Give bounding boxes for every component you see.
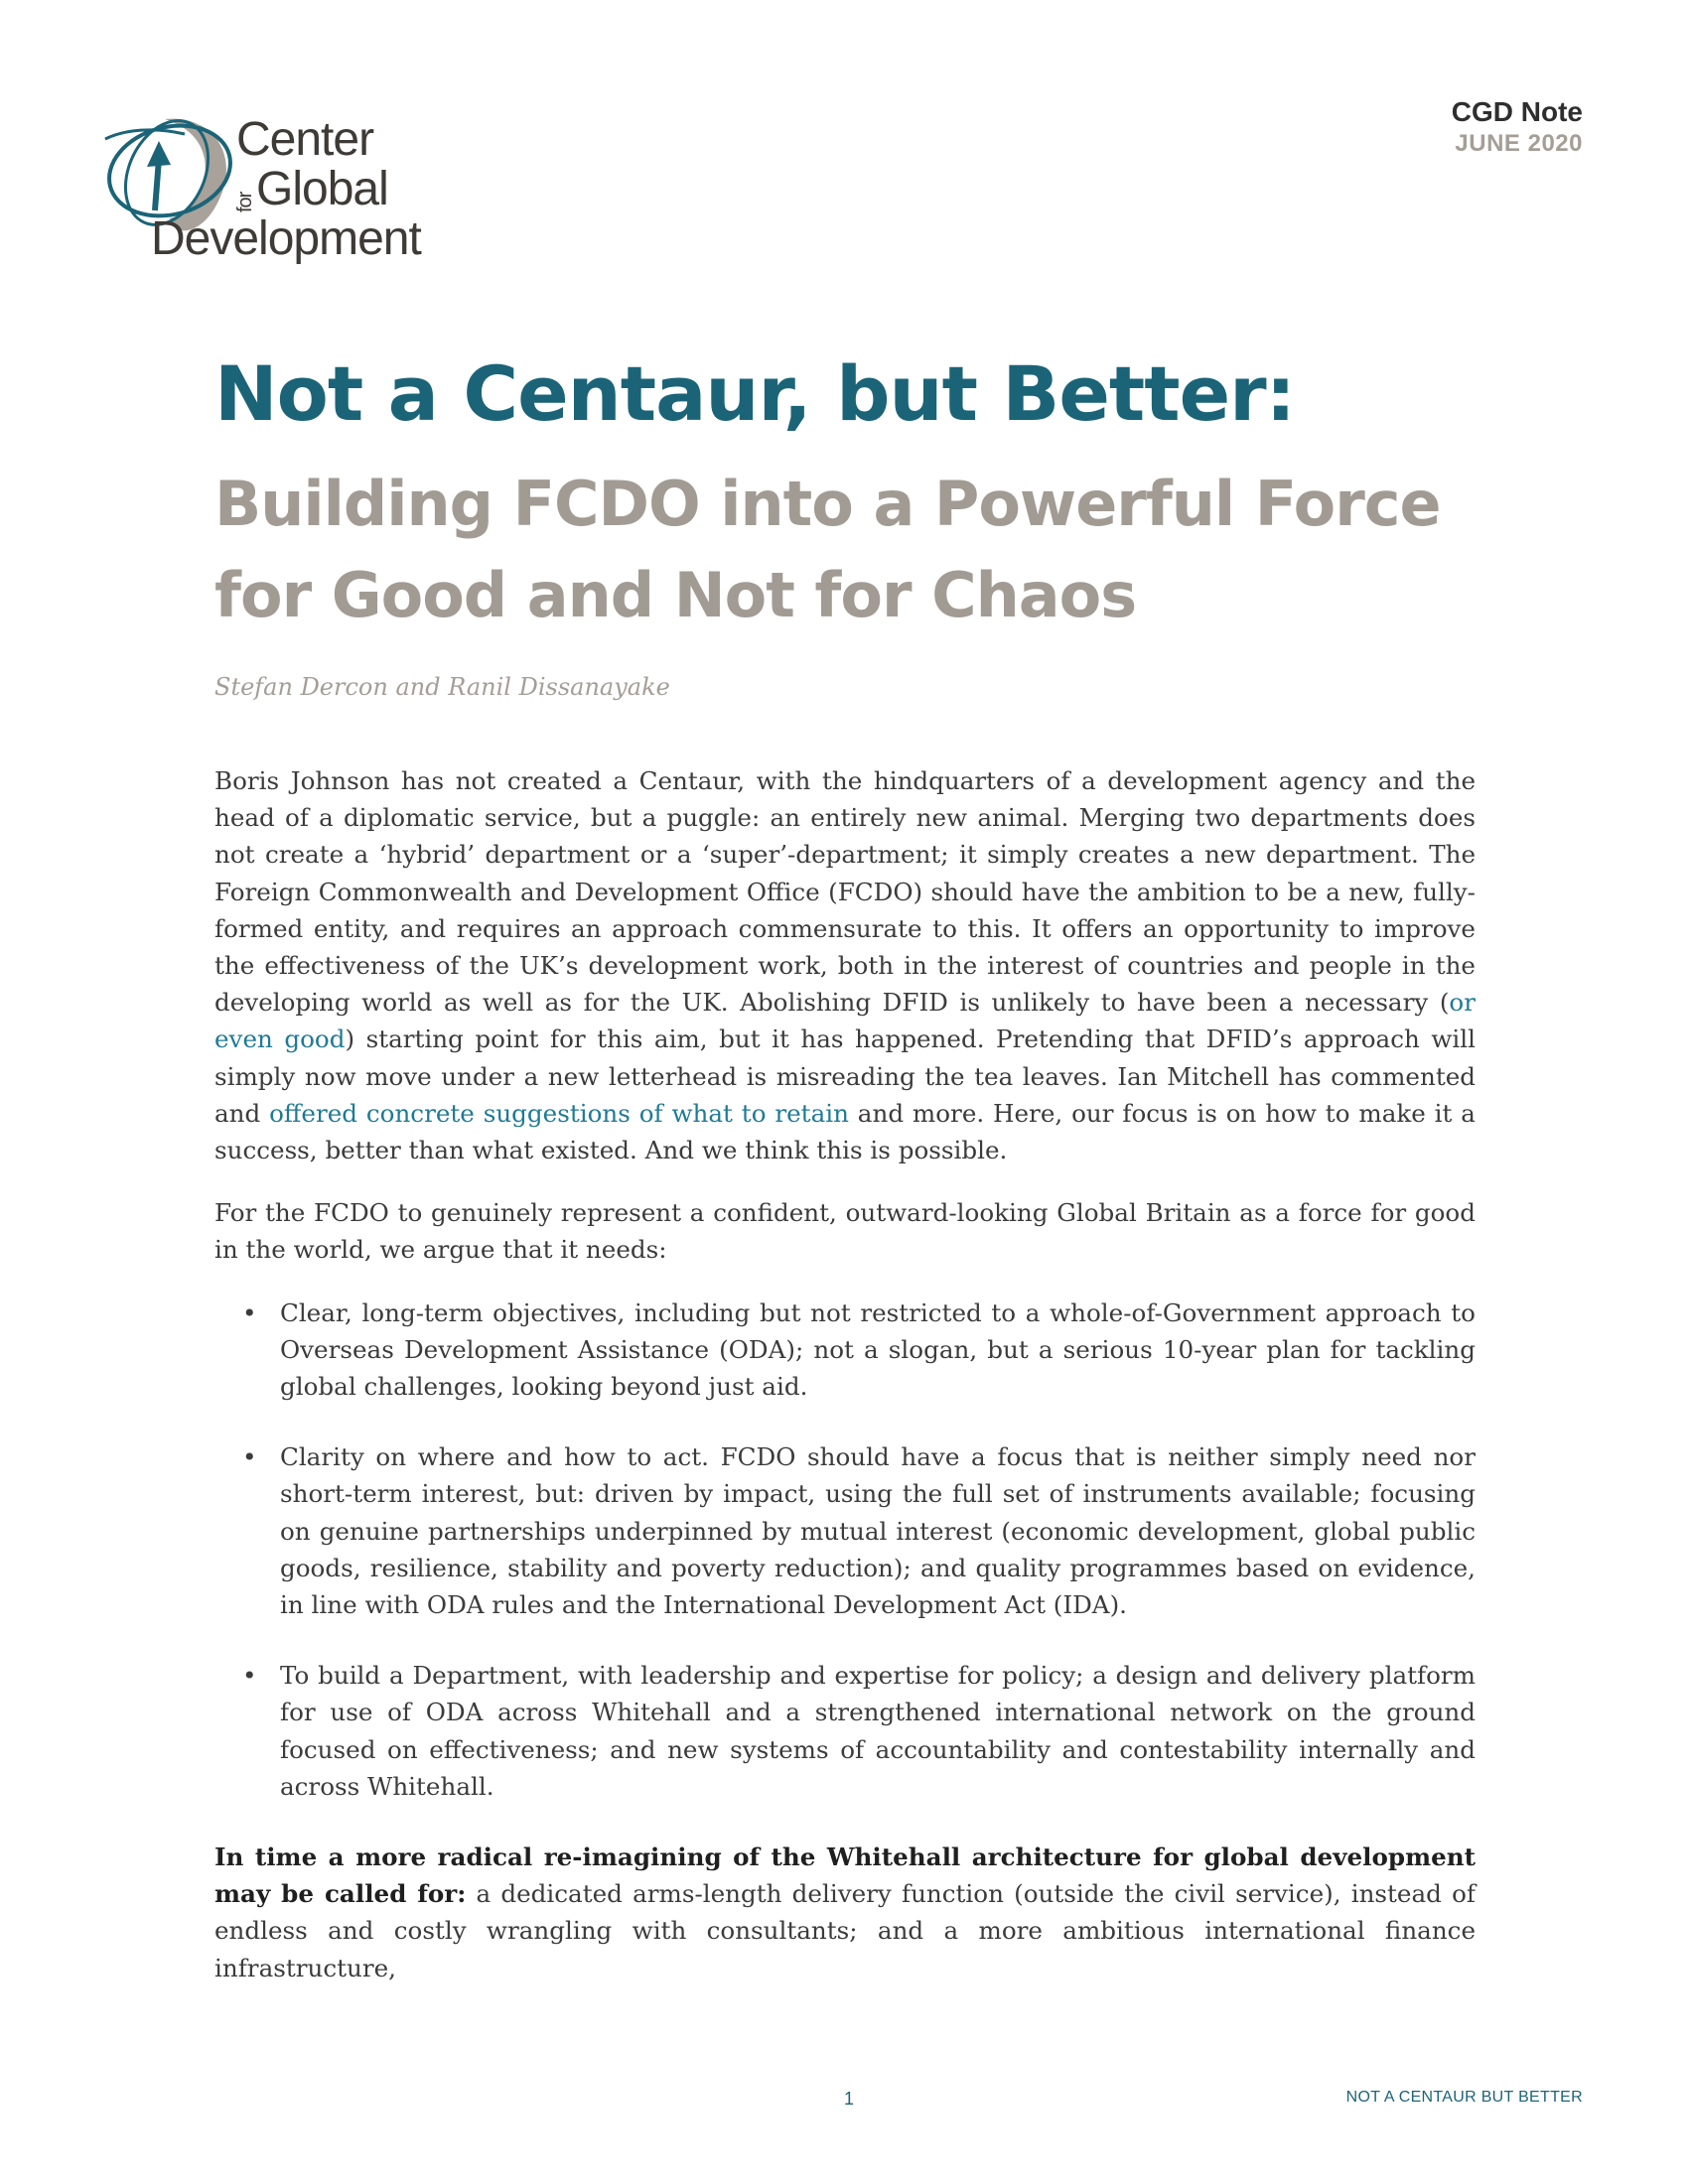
paragraph-intro (214, 762, 1476, 1168)
paragraph-text: Boris Johnson has not created a Centaur, with the hindquarters of a development agency and the head of a diplomatic service, but a puggle: an entirely new animal. Merging two departments does not create a ‘hybrid’ department or a ‘super’-department; it simply creates a new department. The Foreign Commonwealth and Development Office (FCDO) should have the ambition to be a new, fully-formed entity, and requires an approach commensurate to this. It offers an opportunity to improve the effectiveness of the UK’s development work, both in the interest of countries and people in the developing world as well as for the UK. Abolishing DFID is unlikely to have been a necessary ( (214, 766, 1476, 1018)
page-subtitle: Building FCDO into a Powerful Force for Good and Not for Chaos (214, 468, 1441, 631)
paragraph-text: and more. Here, our focus is on how to make it a success, better than what existed. And we think this is possible. (214, 1098, 1476, 1165)
bullet-icon: • (242, 1442, 257, 1472)
document-body (214, 762, 1476, 2012)
cgd-logo (95, 99, 463, 268)
note-type: CGD Note (1451, 96, 1583, 127)
paragraph-text: a dedicated arms-length delivery function (outside the civil service), instead of endless and costly wrangling with consultants; and a more ambitious international finance infrastructure, (214, 1879, 1476, 1982)
bold-lead: In time a more radical re-imagining of the Whitehall architecture for global development may be called for: (214, 1843, 1476, 1909)
running-title: NOT A CENTAUR BUT BETTER (1345, 2089, 1583, 2106)
authors: Stefan Dercon and Ranil Dissanayake (214, 673, 670, 701)
paragraph-needs: For the FCDO to genuinely represent a confident, outward-looking Global Britain as a force for good in the world, we argue that it needs: (214, 1198, 1476, 1265)
list-item-text: To build a Department, with leadership and expertise for policy; a design and delivery platform for use of ODA across Whitehall and a strengthened international network on the ground focused on effectiveness; and new systems of accountability and contestability internally and across Whitehall. (280, 1661, 1476, 1801)
link-suggestions[interactable]: offered concrete suggestions of what to retain (269, 1098, 849, 1128)
logo-line-development: Development (151, 212, 421, 265)
list-item-text: Clear, long-term objectives, including but not restricted to a whole-of-Government approach to Overseas Development Assistance (ODA); not a slogan, but a serious 10-year plan for tackling global challenges, looking beyond just aid. (280, 1297, 1476, 1402)
list-item-text: Clarity on where and how to act. FCDO should have a focus that is neither simply need nor short-term interest, but: driven by impact, using the full set of instruments available; focusing on genuine partnerships underpinned by mutual interest (economic development, global public goods, resilience, stability and poverty reduction); and quality programmes based on evidence, in line with ODA rules and the International Development Act (IDA). (280, 1442, 1476, 1620)
logo-line-center: Center (236, 113, 374, 166)
list-item (214, 1657, 1476, 1805)
paragraph-text: ) starting point for this aim, but it has happened. Pretending that DFID’s approach will simply now move under a new letterhead is misreading the tea leaves. Ian Mitchell has commented and (214, 1024, 1476, 1128)
bullet-icon: • (242, 1297, 257, 1327)
needs-list (214, 1295, 1476, 1805)
note-header (1452, 95, 1583, 159)
bullet-icon: • (242, 1661, 257, 1691)
logo-line-global: Global (256, 163, 388, 215)
logo-for: for (234, 192, 256, 212)
page-number: 1 (843, 2089, 854, 2109)
list-item (214, 1295, 1476, 1406)
page-title: Not a Centaur, but Better: (214, 349, 1295, 438)
link-or-even-good[interactable]: or even good (214, 988, 1476, 1054)
list-item (214, 1438, 1476, 1623)
paragraph-radical (214, 1839, 1476, 1986)
note-date: JUNE 2020 (1455, 130, 1583, 157)
